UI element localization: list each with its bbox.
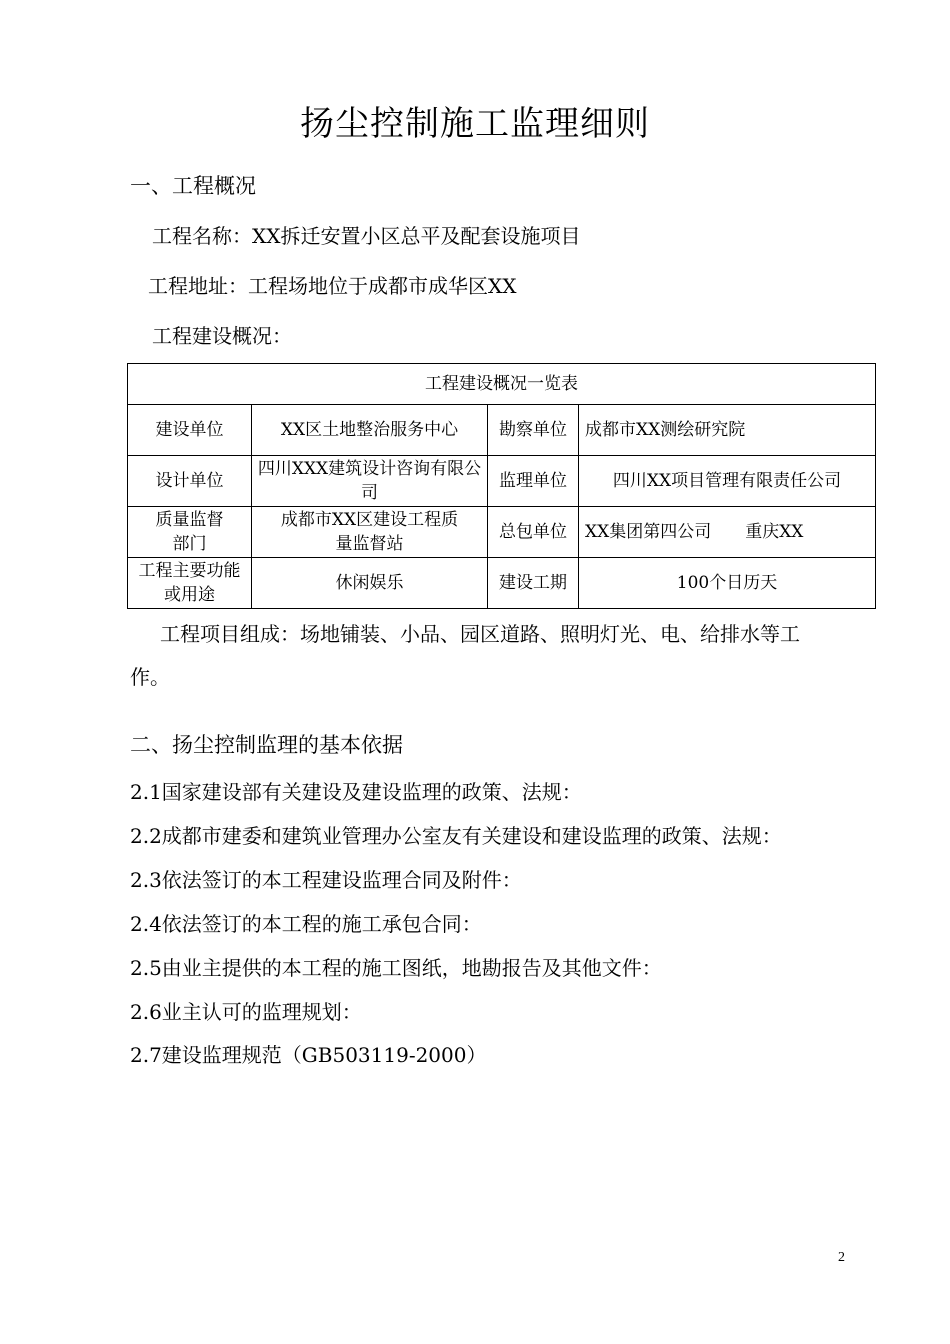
list-item: 2.4依法签订的本工程的施工承包合同： [130,912,482,936]
list-item: 2.6业主认可的监理规划： [130,1000,362,1024]
list-item: 2.3依法签订的本工程建设监理合同及附件： [130,868,522,892]
section1-heading: 一、工程概况 [130,174,256,198]
list-item: 2.2成都市建委和建筑业管理办公室友有关建设和建设监理的政策、法规： [130,824,782,848]
table-cell: 四川XXX建筑设计咨询有限公司 [252,456,488,507]
list-item: 2.1国家建设部有关建设及建设监理的政策、法规： [130,780,582,804]
table-cell: 建设工期 [488,558,579,609]
table-row [128,405,876,456]
table-cell: XX区土地整治服务中心 [252,405,488,456]
table-cell: 四川XX项目管理有限责任公司 [579,456,876,507]
table-cell: 总包单位 [488,507,579,558]
table-row [128,558,876,609]
project-name: 工程名称：XX拆迁安置小区总平及配套设施项目 [152,224,581,248]
table-row [128,456,876,507]
section2-heading: 二、扬尘控制监理的基本依据 [130,733,403,757]
list-item: 2.5由业主提供的本工程的施工图纸，地勘报告及其他文件： [130,956,662,980]
composition-line-1: 工程项目组成：场地铺装、小品、园区道路、照明灯光、电、给排水等工 [160,622,800,646]
table-cell: 勘察单位 [488,405,579,456]
table-cell: 建设单位 [128,405,252,456]
table-cell: 成都市XX测绘研究院 [579,405,876,456]
table-cell: 质量监督部门 [128,507,252,558]
table-cell: 设计单位 [128,456,252,507]
table-cell: 100个日历天 [579,558,876,609]
table-cell: XX集团第四公司 重庆XX [579,507,876,558]
table-caption: 工程建设概况一览表 [128,364,876,405]
project-address: 工程地址：工程场地位于成都市成华区XX [148,274,517,298]
table-cell: 工程主要功能或用途 [128,558,252,609]
page-number: 2 [838,1250,845,1265]
composition-line-2: 作。 [130,665,170,689]
table-cell: 监理单位 [488,456,579,507]
project-overview-table [127,363,876,609]
table-caption-row [128,364,876,405]
table-cell: 休闲娱乐 [252,558,488,609]
overview-label: 工程建设概况： [152,324,292,348]
table-cell: 成都市XX区建设工程质量监督站 [252,507,488,558]
table-row [128,507,876,558]
list-item: 2.7建设监理规范（GB503119-2000） [130,1043,487,1067]
document-title: 扬尘控制施工监理细则 [300,104,650,144]
